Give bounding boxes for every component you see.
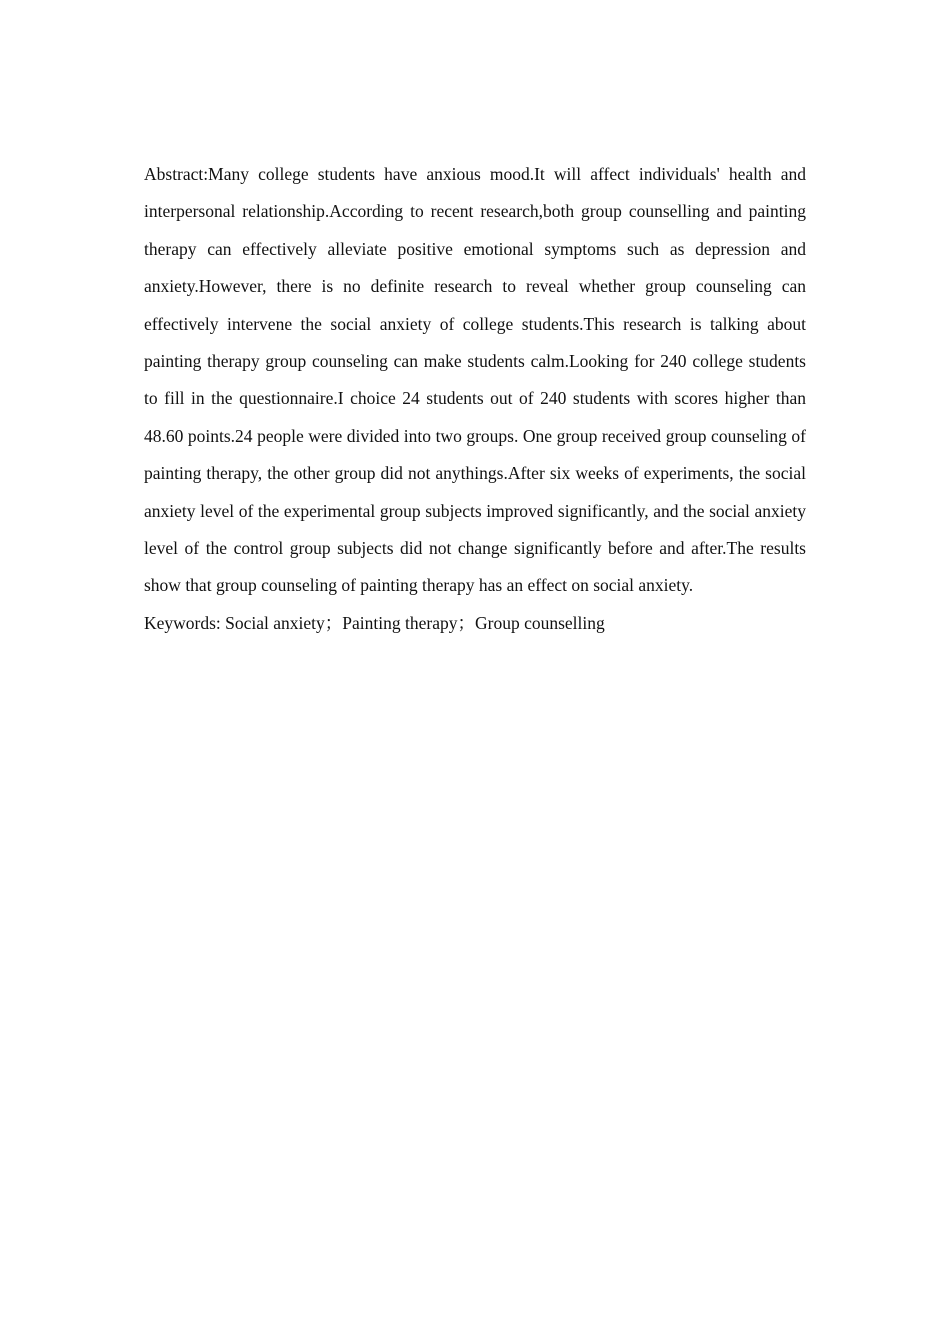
keywords-line: Keywords: Social anxiety；Painting therapy；Group counselling bbox=[144, 612, 605, 633]
abstract-paragraph: Abstract:Many college students have anxious mood.It will affect individuals' health and interpersonal relationship.According to recent research,both group counselling and painting therapy can effectively alleviate positive emotional symptoms such as depression and anxiety.However, there is no definite research to reveal whether group counseling can effectively intervene the social anxiety of college students.This research is talking about painting therapy group counseling can make students calm.Looking for 240 college students to fill in the questionnaire.I choice 24 students out of 240 students with scores higher than 48.60 points.24 people were divided into two groups. One group received group counseling of painting therapy, the other group did not anythings.After six weeks of experiments, the social anxiety level of the experimental group subjects improved significantly, and the social anxiety level of the control group subjects did not change significantly before and after.The results show that group counseling of painting therapy has an effect on social anxiety. bbox=[144, 164, 806, 596]
abstract-section bbox=[144, 156, 806, 642]
